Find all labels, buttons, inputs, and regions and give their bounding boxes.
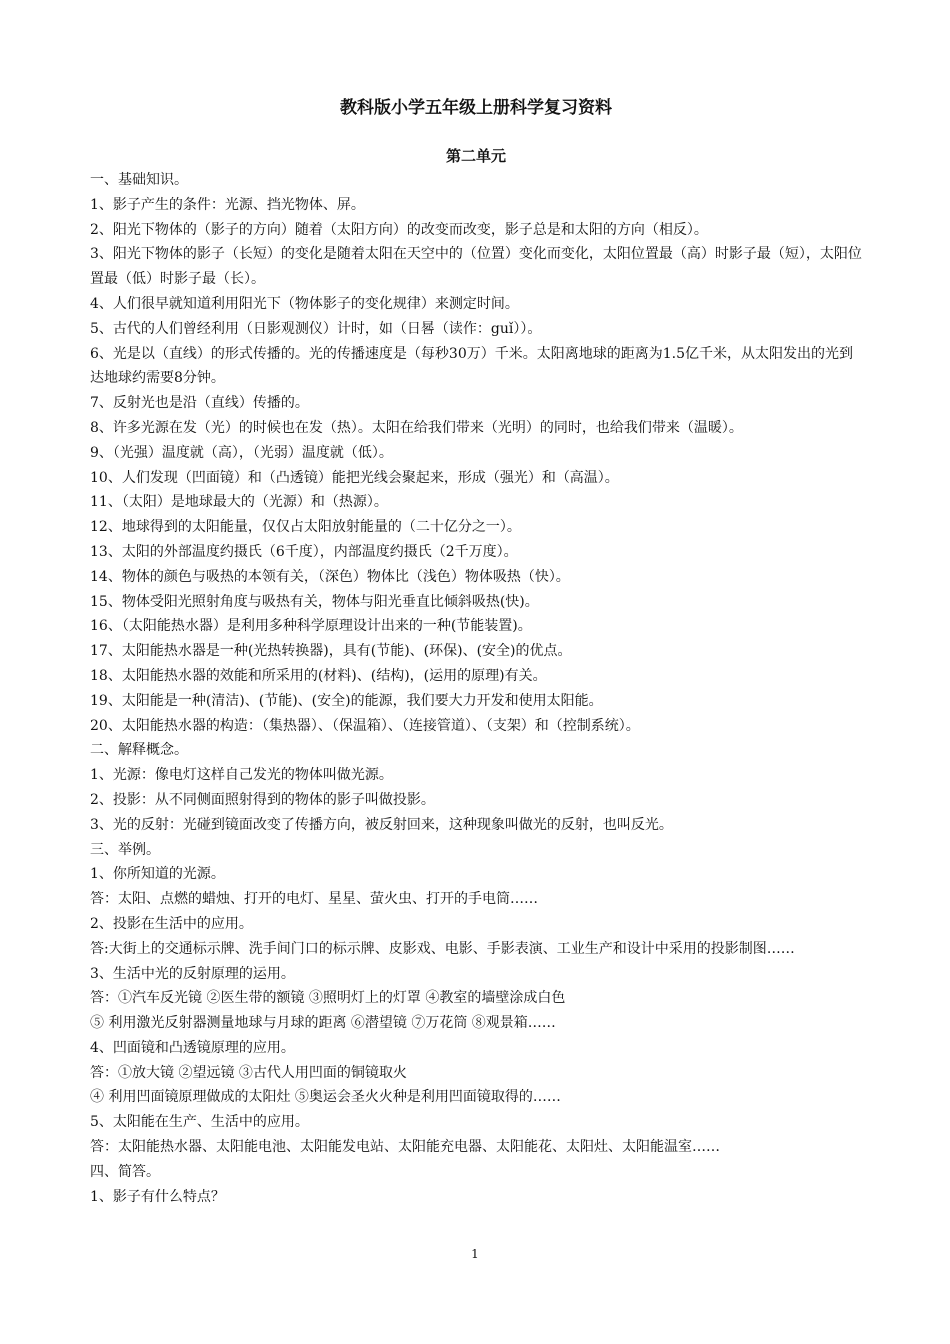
text-line: 9、（光强）温度就（高），（光弱）温度就（低）。 (90, 444, 393, 461)
text-line: 答：太阳、点燃的蜡烛、打开的电灯、星星、萤火虫、打开的手电筒…… (90, 891, 538, 908)
text-line: 20、太阳能热水器的构造：（集热器）、（保温箱）、（连接管道）、（支架）和（控制系统）。 (90, 717, 640, 734)
text-line: 四、简答。 (90, 1163, 160, 1180)
text-line: 16、（太阳能热水器）是利用多种科学原理设计出来的一种(节能装置)。 (90, 618, 532, 635)
text-line: 4、人们很早就知道利用阳光下（物体影子的变化规律）来测定时间。 (90, 295, 519, 312)
text-line: 4、凹面镜和凸透镜原理的应用。 (90, 1039, 295, 1056)
document-body (90, 168, 862, 1209)
text-line: 19、太阳能是一种(清洁)、(节能)、(安全)的能源，我们要大力开发和使用太阳能。 (90, 692, 603, 709)
text-line: 一、基础知识。 (90, 172, 188, 188)
page-number: 1 (471, 1247, 479, 1261)
text-line: 17、太阳能热水器是一种(光热转换器)，具有(节能)、(环保)、(安全)的优点。 (90, 643, 572, 660)
text-line: 18、太阳能热水器的效能和所采用的(材料)、(结构)，(运用的原理)有关。 (90, 667, 547, 684)
text-line: 11、（太阳）是地球最大的（光源）和（热源）。 (90, 494, 388, 511)
document-title: 教科版小学五年级上册科学复习资料 (340, 98, 612, 118)
text-line: 答：太阳能热水器、太阳能电池、太阳能发电站、太阳能充电器、太阳能花、太阳灶、太阳能温室…… (90, 1139, 720, 1156)
text-line: 1、你所知道的光源。 (90, 866, 225, 883)
text-line: 2、投影：从不同侧面照射得到的物体的影子叫做投影。 (90, 791, 435, 808)
document-page (90, 96, 862, 1209)
text-line: 5、古代的人们曾经利用（日影观测仪）计时，如（日晷（读作：guǐ））。 (90, 320, 542, 337)
text-line: 10、人们发现（凹面镜）和（凸透镜）能把光线会聚起来，形成（强光）和（高温）。 (90, 469, 619, 486)
text-line: ⑤ 利用激光反射器测量地球与月球的距离 ⑥潜望镜 ⑦万花筒 ⑧观景箱…… (90, 1015, 556, 1032)
text-line: 7、反射光也是沿（直线）传播的。 (90, 395, 309, 412)
text-line: 2、阳光下物体的（影子的方向）随着（太阳方向）的改变而改变，影子总是和太阳的方向（相反）。 (90, 221, 708, 238)
text-line: 3、阳光下物体的影子（长短）的变化是随着太阳在天空中的（位置）变化而变化，太阳位置最（高）时影子最（短），太阳位置最（低）时影子最（长）。 (90, 246, 862, 288)
text-line: 14、物体的颜色与吸热的本领有关，（深色）物体比（浅色）物体吸热（快）。 (90, 568, 570, 585)
text-line: 1、影子产生的条件：光源、挡光物体、屏。 (90, 196, 365, 213)
text-line: 13、太阳的外部温度约摄氏（6千度），内部温度约摄氏（2千万度）。 (90, 543, 518, 560)
text-line: 1、光源：像电灯这样自己发光的物体叫做光源。 (90, 767, 393, 784)
text-line: 3、生活中光的反射原理的运用。 (90, 965, 295, 982)
text-line: ④ 利用凹面镜原理做成的太阳灶 ⑤奥运会圣火火种是利用凹面镜取得的…… (90, 1089, 561, 1106)
text-line: 6、光是以（直线）的形式传播的。光的传播速度是（每秒30万）千米。太阳离地球的距离为1.5亿千米，从太阳发出的光到达地球约需要8分钟。 (90, 345, 853, 387)
text-line: 答:大街上的交通标示牌、洗手间门口的标示牌、皮影戏、电影、手影表演、工业生产和设计中采用的投影制图…… (90, 940, 795, 957)
unit-title: 第二单元 (445, 147, 506, 165)
text-line: 8、许多光源在发（光）的时候也在发（热）。太阳在给我们带来（光明）的同时，也给我们带来（温暖）。 (90, 419, 743, 436)
text-line: 答：①汽车反光镜 ②医生带的额镜 ③照明灯上的灯罩 ④教室的墙壁涂成白色 (90, 990, 566, 1007)
text-line: 二、解释概念。 (90, 742, 188, 759)
text-line: 2、投影在生活中的应用。 (90, 915, 253, 932)
text-line: 三、举例。 (90, 841, 160, 858)
text-line: 12、地球得到的太阳能量，仅仅占太阳放射能量的（二十亿分之一）。 (90, 519, 521, 536)
text-line: 15、物体受阳光照射角度与吸热有关，物体与阳光垂直比倾斜吸热(快)。 (90, 593, 539, 610)
text-line: 答：①放大镜 ②望远镜 ③古代人用凹面的铜镜取火 (90, 1064, 407, 1081)
text-line: 3、光的反射：光碰到镜面改变了传播方向，被反射回来，这种现象叫做光的反射，也叫反光。 (90, 816, 673, 833)
text-line: 1、影子有什么特点？ (90, 1188, 225, 1205)
text-line: 5、太阳能在生产、生活中的应用。 (90, 1114, 309, 1131)
